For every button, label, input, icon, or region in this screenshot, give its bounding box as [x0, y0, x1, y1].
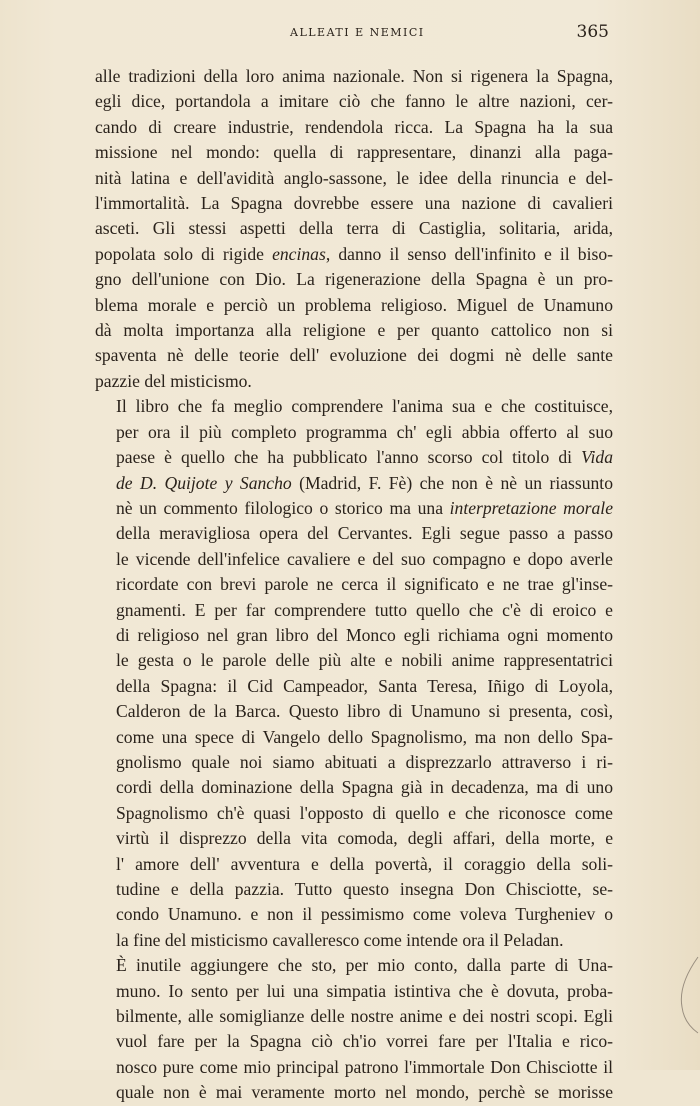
text-line: cordi della dominazione della Spagna già in decadenza, ma di uno — [116, 777, 613, 798]
paragraph — [95, 64, 613, 394]
text-line: nè un commento filologico o storico ma una interpretazione morale — [116, 497, 614, 518]
text-line: gnolismo quale noi siamo abituati a disprezzarlo attraverso i ri- — [116, 751, 613, 772]
text-line: l' amore dell' avventura e della povertà, il coraggio della soli- — [116, 853, 613, 874]
text-line: pazzie del misticismo. — [95, 370, 252, 391]
page-header — [95, 22, 615, 48]
text-line: popolata solo di rigide encinas, danno il senso dell'infinito e il biso- — [95, 243, 613, 264]
paragraph — [95, 394, 613, 953]
text-line: quale non è mai veramente morto nel mondo, perchè se morisse — [116, 1082, 613, 1103]
text-line: alle tradizioni della loro anima nazionale. Non si rigenera la Spagna, — [95, 66, 613, 86]
text-line: Il libro che fa meglio comprendere l'anima sua e che costituisce, — [116, 396, 613, 417]
text-line: le gesta o le parole delle più alte e nobili anime rappresentatrici — [116, 650, 613, 671]
text-line: gnamenti. E per far comprendere tutto quello che c'è di eroico e — [116, 599, 613, 620]
text-line: Calderon de la Barca. Questo libro di Unamuno si presenta, così, — [116, 701, 613, 722]
text-line: È inutile aggiungere che sto, per mio conto, dalla parte di Una- — [116, 955, 613, 976]
text-line: cando di creare industrie, rendendola ricca. La Spagna ha la sua — [95, 116, 613, 137]
text-line: paese è quello che ha pubblicato l'anno scorso col titolo di Vida — [116, 447, 613, 468]
margin-pencil-mark — [672, 955, 700, 1035]
body-text — [95, 64, 613, 1106]
text-line: dà molta importanza alla religione e per quanto cattolico non si — [95, 320, 613, 341]
text-line: asceti. Gli stessi aspetti della terra di Castiglia, solitaria, arida, — [95, 218, 613, 239]
text-line: della meravigliosa opera del Cervantes. Egli segue passo a passo — [116, 523, 613, 544]
text-line: per ora il più completo programma ch' egli abbia offerto al suo — [116, 421, 613, 442]
text-line: l'immortalità. La Spagna dovrebbe essere una nazione di cavalieri — [95, 193, 613, 214]
text-line: blema morale e perciò un problema religioso. Miguel de Unamuno — [95, 294, 613, 315]
text-line: de D. Quijote y Sancho (Madrid, F. Fè) che non è nè un riassunto — [116, 472, 613, 493]
text-line: vuol fare per la Spagna ciò ch'io vorrei fare per l'Italia e rico- — [116, 1031, 613, 1052]
text-line: Spagnolismo ch'è quasi l'opposto di quello e che riconosce come — [116, 802, 613, 823]
text-line: tudine e della pazzia. Tutto questo insegna Don Chisciotte, se- — [116, 879, 613, 899]
running-title: ALLEATI E NEMICI — [290, 26, 425, 39]
text-line: la fine del misticismo cavalleresco come intende ora il Peladan. — [116, 929, 564, 950]
text-line: di religioso nel gran libro del Monco egli richiama ogni momento — [116, 624, 613, 645]
text-line: egli dice, portandola a imitare ciò che fanno le altre nazioni, cer- — [95, 91, 613, 112]
text-line: muno. Io sento per lui una simpatia istintiva che è dovuta, proba- — [116, 980, 613, 1001]
text-line: nosco pure come mio principal patrono l'immortale Don Chisciotte il — [116, 1056, 613, 1077]
text-line: le vicende dell'infelice cavaliere e del suo compagno e dopo averle — [116, 548, 613, 569]
text-line: virtù il disprezzo della vita comoda, degli affari, della morte, e — [116, 828, 613, 849]
text-line: condo Unamuno. e non il pessimismo come voleva Turgheniev o — [116, 904, 613, 925]
text-line: ricordate con brevi parole ne cerca il significato e ne trae gl'inse- — [116, 574, 613, 595]
text-line: come una spece di Vangelo dello Spagnolismo, ma non dello Spa- — [116, 726, 613, 747]
page-number: 365 — [576, 22, 609, 42]
text-line: spaventa nè delle teorie dell' evoluzione dei dogmi nè delle sante — [95, 345, 613, 366]
paragraph — [95, 953, 613, 1105]
text-line: gno dell'unione con Dio. La rigenerazione della Spagna è un pro- — [95, 269, 613, 290]
text-line: nità latina e dell'avidità anglo-sassone, le idee della rinuncia e del- — [95, 167, 613, 188]
text-line: missione nel mondo: quella di rappresentare, dinanzi alla paga- — [95, 142, 613, 163]
text-line: della Spagna: il Cid Campeador, Santa Teresa, Iñigo di Loyola, — [116, 675, 613, 696]
text-line: bilmente, alle somiglianze delle nostre anime e dei nostri scopi. Egli — [116, 1006, 613, 1027]
